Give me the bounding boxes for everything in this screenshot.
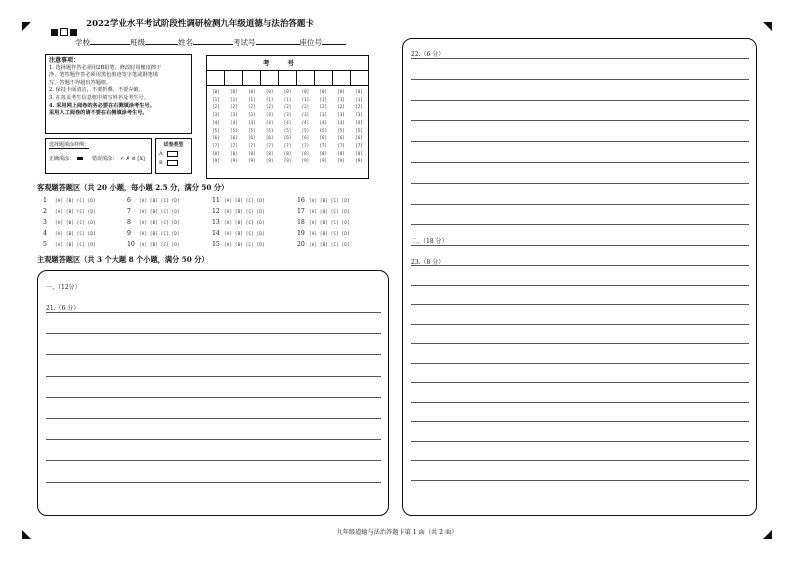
digit-bubble[interactable]: [5] — [212, 127, 220, 133]
notice-line: 采用人工阅卷的请不要在右侧填涂考生号。 — [49, 110, 148, 117]
digit-bubble[interactable]: [1] — [319, 96, 328, 102]
digit-bubble[interactable]: [6] — [283, 135, 292, 141]
field-label: 考试号 — [233, 38, 256, 47]
mc-question-number: 18 — [297, 219, 305, 226]
digit-bubble[interactable]: [9] — [301, 158, 310, 164]
filled-square-mark — [70, 29, 77, 36]
mc-question-row[interactable] — [43, 241, 96, 248]
digit-bubble[interactable]: [7] — [355, 142, 363, 148]
corner-mark-top-right — [763, 22, 772, 31]
exam-number-writein-cell[interactable] — [279, 71, 297, 85]
mc-option-bubbles[interactable]: [A] [B] [C] [D] — [309, 231, 350, 236]
page-footer: 九年级道德与法治答题卡第 1 面（共 2 面） — [336, 529, 458, 536]
mc-question-row[interactable] — [212, 197, 265, 204]
exam-number-writein-cell[interactable] — [261, 71, 279, 85]
answer-line[interactable] — [411, 363, 749, 364]
digit-bubble[interactable]: [8] — [355, 150, 363, 156]
digit-bubble[interactable]: [3] — [319, 112, 328, 118]
answer-line[interactable] — [411, 402, 749, 403]
digit-bubble[interactable]: [2] — [355, 104, 363, 110]
digit-bubble[interactable]: [0] — [283, 89, 292, 94]
exam-number-writein-cell[interactable] — [297, 71, 315, 85]
digit-bubble[interactable]: [8] — [265, 150, 274, 156]
mc-question-row[interactable] — [127, 230, 180, 237]
mc-option-bubbles[interactable]: [A] [B] [C] [D] — [224, 198, 265, 203]
digit-bubble[interactable]: [6] — [319, 135, 328, 141]
mc-question-number: 5 — [43, 241, 47, 248]
answer-line[interactable] — [411, 460, 749, 461]
answer-line[interactable] — [46, 397, 381, 398]
digit-bubble[interactable]: [7] — [265, 142, 274, 148]
exam-number-box — [206, 55, 369, 179]
digit-bubble[interactable]: [4] — [283, 119, 292, 125]
mc-question-number: 20 — [297, 241, 305, 248]
digit-bubble[interactable]: [5] — [247, 127, 256, 133]
field-blank[interactable] — [256, 36, 300, 45]
paper-type-b-bubble[interactable] — [167, 160, 178, 166]
digit-bubble[interactable]: [3] — [283, 112, 292, 118]
digit-bubble[interactable]: [8] — [301, 150, 310, 156]
empty-square-mark — [60, 28, 68, 36]
answer-line[interactable] — [411, 79, 749, 80]
answer-line[interactable] — [411, 162, 749, 163]
mc-option-bubbles[interactable]: [A] [B] [C] [D] — [55, 242, 96, 247]
mc-option-bubbles[interactable]: [A] [B] [C] [D] — [224, 231, 265, 236]
notice-box — [45, 54, 192, 134]
answer-line[interactable] — [411, 285, 749, 286]
mc-option-bubbles[interactable]: [A] [B] [C] [D] — [139, 220, 180, 225]
exam-number-writein-row — [207, 71, 368, 86]
digit-bubble[interactable]: [7] — [301, 142, 310, 148]
digit-bubble[interactable]: [8] — [337, 150, 345, 156]
student-info-fields — [75, 36, 346, 48]
mc-question-row[interactable] — [297, 197, 350, 204]
mc-question-number: 19 — [297, 230, 305, 237]
digit-bubble[interactable]: [0] — [319, 89, 328, 94]
mc-question-number: 16 — [297, 197, 305, 204]
fill-sample-box — [45, 138, 152, 174]
mc-question-number: 4 — [43, 230, 47, 237]
answer-line[interactable] — [411, 441, 749, 442]
mc-question-number: 1 — [43, 197, 47, 204]
answer-box-right — [402, 38, 757, 516]
mc-question-row[interactable] — [127, 219, 180, 226]
exam-number-writein-cell[interactable] — [333, 71, 351, 85]
answer-line[interactable] — [411, 245, 749, 246]
mc-option-bubbles[interactable]: [A] [B] [C] [D] — [309, 209, 350, 214]
digit-bubble[interactable]: [4] — [319, 119, 328, 125]
digit-bubble[interactable]: [6] — [247, 135, 256, 141]
subjective-section-title: 主观题答题区（共 3 个大题 8 个小题，满分 50 分） — [37, 255, 209, 264]
mc-question-row[interactable] — [297, 230, 350, 237]
mc-question-row[interactable] — [43, 230, 96, 237]
digit-bubble[interactable]: [9] — [230, 158, 238, 164]
mc-option-bubbles[interactable]: [A] [B] [C] [D] — [224, 209, 265, 214]
digit-bubble[interactable]: [1] — [247, 96, 256, 102]
digit-bubble[interactable]: [8] — [212, 150, 220, 156]
field-blank[interactable] — [193, 36, 233, 45]
mc-question-number: 13 — [212, 219, 220, 226]
question-22-label: 22.（6 分） — [411, 51, 445, 58]
mc-question-number: 7 — [127, 208, 131, 215]
mc-option-bubbles[interactable]: [A] [B] [C] [D] — [139, 209, 180, 214]
mc-question-row[interactable] — [127, 241, 180, 248]
mc-question-number: 6 — [127, 197, 131, 204]
digit-bubble[interactable]: [2] — [230, 104, 238, 110]
digit-bubble[interactable]: [5] — [301, 127, 310, 133]
mc-question-row[interactable] — [43, 208, 96, 215]
field-blank[interactable] — [90, 36, 130, 45]
mc-question-number: 14 — [212, 230, 220, 237]
digit-bubble[interactable]: [4] — [247, 119, 256, 125]
mc-option-bubbles[interactable]: [A] [B] [C] [D] — [55, 209, 96, 214]
exam-number-writein-cell[interactable] — [207, 71, 225, 85]
digit-bubble[interactable]: [5] — [355, 127, 363, 133]
answer-line[interactable] — [46, 376, 381, 377]
digit-bubble[interactable]: [1] — [230, 96, 238, 102]
digit-bubble[interactable]: [1] — [212, 96, 220, 102]
exam-number-writein-cell[interactable] — [351, 71, 368, 85]
answer-line[interactable] — [411, 480, 749, 481]
digit-bubble[interactable]: [6] — [265, 135, 274, 141]
mc-option-bubbles[interactable]: [A] [B] [C] [D] — [139, 231, 180, 236]
paper-type-box — [155, 138, 192, 174]
digit-bubble[interactable]: [3] — [337, 112, 345, 118]
mc-option-bubbles[interactable]: [A] [B] [C] [D] — [224, 220, 265, 225]
answer-line[interactable] — [411, 120, 749, 121]
answer-line[interactable] — [411, 141, 749, 142]
digit-bubble[interactable]: [4] — [355, 119, 363, 125]
digit-bubble[interactable]: [5] — [319, 127, 328, 133]
digit-bubble[interactable]: [2] — [265, 104, 274, 110]
mc-question-row[interactable] — [43, 197, 96, 204]
mc-question-number: 15 — [212, 241, 220, 248]
digit-bubble[interactable]: [4] — [337, 119, 345, 125]
answer-line[interactable] — [46, 482, 381, 483]
digit-bubble[interactable]: [4] — [301, 119, 310, 125]
answer-line[interactable] — [411, 324, 749, 325]
paper-type-a-bubble[interactable] — [167, 151, 178, 157]
notice-line: 写，答题不得超出答题框。 — [49, 79, 112, 86]
digit-bubble[interactable]: [0] — [337, 89, 345, 94]
mc-question-number: 12 — [212, 208, 220, 215]
mc-question-row[interactable] — [212, 230, 265, 237]
digit-bubble[interactable]: [0] — [212, 89, 220, 94]
digit-bubble[interactable]: [2] — [247, 104, 256, 110]
exam-number-writein-cell[interactable] — [225, 71, 243, 85]
mc-question-number: 9 — [127, 230, 131, 237]
answer-line[interactable] — [411, 204, 749, 205]
mc-option-bubbles[interactable]: [A] [B] [C] [D] — [139, 198, 180, 203]
digit-bubble[interactable]: [1] — [283, 96, 292, 102]
mc-question-number: 11 — [212, 197, 220, 204]
mc-question-row[interactable] — [212, 219, 265, 226]
exam-number-column — [296, 88, 314, 165]
mc-question-row[interactable] — [127, 197, 180, 204]
paper-type-label: B — [159, 160, 163, 166]
correct-fill-label: 正确填涂： — [49, 156, 75, 162]
question-21-label: 21.（6 分） — [46, 305, 80, 312]
objective-section-title: 客观题答题区（共 20 小题，每小题 2.5 分，满分 50 分） — [37, 183, 229, 192]
digit-bubble[interactable]: [0] — [301, 89, 310, 94]
digit-bubble[interactable]: [5] — [337, 127, 345, 133]
digit-bubble[interactable]: [9] — [337, 158, 345, 164]
digit-bubble[interactable]: [0] — [230, 89, 238, 94]
field-label: 座位号 — [299, 38, 322, 47]
page-title: 2022学业水平考试阶段性调研检测九年级道德与法治答题卡 — [86, 19, 314, 29]
digit-bubble[interactable]: [9] — [212, 158, 220, 164]
wrong-fill-icons: ✓ ✗ ⊘ [X] — [120, 155, 145, 162]
digit-bubble[interactable]: [7] — [337, 142, 345, 148]
digit-bubble[interactable]: [8] — [319, 150, 328, 156]
filled-square-mark — [51, 29, 58, 36]
answer-line[interactable] — [411, 265, 749, 266]
sample-title: 选择题填涂样例： — [49, 142, 90, 148]
alignment-marks — [50, 28, 78, 39]
digit-bubble[interactable]: [1] — [265, 96, 274, 102]
answer-line[interactable] — [411, 343, 749, 344]
question-23-label: 23.（8 分） — [411, 259, 445, 266]
digit-bubble[interactable]: [8] — [230, 150, 238, 156]
mc-option-bubbles[interactable]: [A] [B] [C] [D] — [55, 198, 96, 203]
answer-line[interactable] — [46, 312, 381, 313]
notice-line: 净。笔答题作答必须用黑色墨迹签字笔或钢笔填 — [49, 72, 158, 79]
digit-bubble[interactable]: [9] — [265, 158, 274, 164]
digit-bubble[interactable]: [5] — [230, 127, 238, 133]
digit-bubble[interactable]: [9] — [319, 158, 328, 164]
digit-bubble[interactable]: [2] — [212, 104, 220, 110]
answer-line[interactable] — [46, 460, 381, 461]
field-label: 姓名 — [178, 38, 193, 47]
notice-line: 2. 保持卡面清洁，不要折叠，不要弄破。 — [49, 87, 144, 94]
digit-bubble[interactable]: [9] — [247, 158, 256, 164]
answer-line[interactable] — [411, 421, 749, 422]
field-blank[interactable] — [322, 36, 346, 45]
digit-bubble[interactable]: [2] — [283, 104, 292, 110]
digit-bubble[interactable]: [6] — [355, 135, 363, 141]
exam-number-column — [225, 88, 243, 165]
digit-bubble[interactable]: [7] — [230, 142, 238, 148]
exam-number-bubble-grid — [207, 86, 368, 165]
mc-question-row[interactable] — [297, 241, 350, 248]
digit-bubble[interactable]: [5] — [283, 127, 292, 133]
exam-number-column — [314, 88, 332, 165]
digit-bubble[interactable]: [4] — [230, 119, 238, 125]
digit-bubble[interactable]: [1] — [337, 96, 345, 102]
notice-line: 3. 在每页考生信息框中填写姓名及考生号。 — [49, 94, 149, 101]
exam-number-column — [207, 88, 225, 165]
digit-bubble[interactable]: [8] — [283, 150, 292, 156]
correct-fill-icon — [77, 157, 83, 160]
exam-number-column — [350, 88, 368, 165]
answer-line[interactable] — [46, 354, 381, 355]
wrong-fill-label: 错误填涂： — [92, 156, 118, 162]
digit-bubble[interactable]: [6] — [212, 135, 220, 141]
field-label: 班级 — [130, 38, 145, 47]
mc-question-row[interactable] — [297, 208, 350, 215]
answer-line[interactable] — [46, 439, 381, 440]
mc-question-row[interactable] — [212, 208, 265, 215]
notice-title: 注意事项： — [49, 57, 80, 64]
answer-line[interactable] — [46, 333, 381, 334]
digit-bubble[interactable]: [6] — [230, 135, 238, 141]
digit-bubble[interactable]: [0] — [265, 89, 274, 94]
mc-option-bubbles[interactable]: [A] [B] [C] [D] — [224, 242, 265, 247]
mc-option-bubbles[interactable]: [A] [B] [C] [D] — [309, 220, 350, 225]
part-two-label: 二、（18 分） — [411, 238, 448, 245]
digit-bubble[interactable]: [6] — [337, 135, 345, 141]
notice-line: 4. 采用网上阅卷的务必要在右侧填涂考生号。 — [49, 102, 155, 109]
field-blank[interactable] — [145, 36, 178, 45]
part-one-label: 一、（12分） — [46, 284, 81, 291]
mc-question-row[interactable] — [212, 241, 265, 248]
digit-bubble[interactable]: [7] — [283, 142, 292, 148]
digit-bubble[interactable]: [8] — [247, 150, 256, 156]
answer-line[interactable] — [411, 100, 749, 101]
digit-bubble[interactable]: [2] — [337, 104, 345, 110]
digit-bubble[interactable]: [7] — [247, 142, 256, 148]
mc-question-row[interactable] — [127, 208, 180, 215]
digit-bubble[interactable]: [7] — [212, 142, 220, 148]
mc-option-bubbles[interactable]: [A] [B] [C] [D] — [55, 231, 96, 236]
answer-line[interactable] — [46, 418, 381, 419]
mc-option-bubbles[interactable]: [A] [B] [C] [D] — [309, 242, 350, 247]
digit-bubble[interactable]: [1] — [301, 96, 310, 102]
mc-option-bubbles[interactable]: [A] [B] [C] [D] — [55, 220, 96, 225]
digit-bubble[interactable]: [9] — [283, 158, 292, 164]
digit-bubble[interactable]: [3] — [301, 112, 310, 118]
answer-line[interactable] — [411, 183, 749, 184]
digit-bubble[interactable]: [0] — [247, 89, 256, 94]
digit-bubble[interactable]: [5] — [265, 127, 274, 133]
digit-bubble[interactable]: [1] — [355, 96, 363, 102]
digit-bubble[interactable]: [4] — [265, 119, 274, 125]
digit-bubble[interactable]: [7] — [319, 142, 328, 148]
mc-question-number: 17 — [297, 208, 305, 215]
digit-bubble[interactable]: [4] — [212, 119, 220, 125]
notice-line: 1. 选择题作答必须用2B铅笔，修改时用橡皮擦干 — [49, 64, 162, 71]
mc-question-row[interactable] — [43, 219, 96, 226]
digit-bubble[interactable]: [3] — [355, 112, 363, 118]
digit-bubble[interactable]: [9] — [355, 158, 363, 164]
exam-number-writein-cell[interactable] — [243, 71, 261, 85]
answer-box-left — [37, 270, 389, 516]
exam-number-writein-cell[interactable] — [315, 71, 333, 85]
answer-line[interactable] — [411, 304, 749, 305]
paper-type-title: 试卷类型 — [163, 142, 184, 148]
mc-question-row[interactable] — [297, 219, 350, 226]
digit-bubble[interactable]: [6] — [301, 135, 310, 141]
exam-number-column — [261, 88, 279, 165]
mc-question-number: 10 — [127, 241, 135, 248]
field-label: 学校 — [75, 38, 90, 47]
digit-bubble[interactable]: [3] — [247, 112, 256, 118]
digit-bubble[interactable]: [2] — [301, 104, 310, 110]
exam-number-title: 考号 — [207, 56, 368, 71]
digit-bubble[interactable]: [3] — [212, 112, 220, 118]
digit-bubble[interactable]: [3] — [230, 112, 238, 118]
answer-line[interactable] — [411, 58, 749, 59]
mc-question-number: 3 — [43, 219, 47, 226]
mc-option-bubbles[interactable]: [A] [B] [C] [D] — [139, 242, 180, 247]
mc-question-number: 2 — [43, 208, 47, 215]
exam-number-column — [332, 88, 350, 165]
answer-line[interactable] — [411, 224, 749, 225]
exam-number-column — [243, 88, 261, 165]
answer-line[interactable] — [411, 382, 749, 383]
digit-bubble[interactable]: [3] — [265, 112, 274, 118]
digit-bubble[interactable]: [0] — [355, 89, 363, 94]
paper-type-label: A — [159, 151, 163, 157]
exam-number-column — [279, 88, 297, 165]
mc-question-number: 8 — [127, 219, 131, 226]
mc-option-bubbles[interactable]: [A] [B] [C] [D] — [309, 198, 350, 203]
digit-bubble[interactable]: [2] — [319, 104, 328, 110]
